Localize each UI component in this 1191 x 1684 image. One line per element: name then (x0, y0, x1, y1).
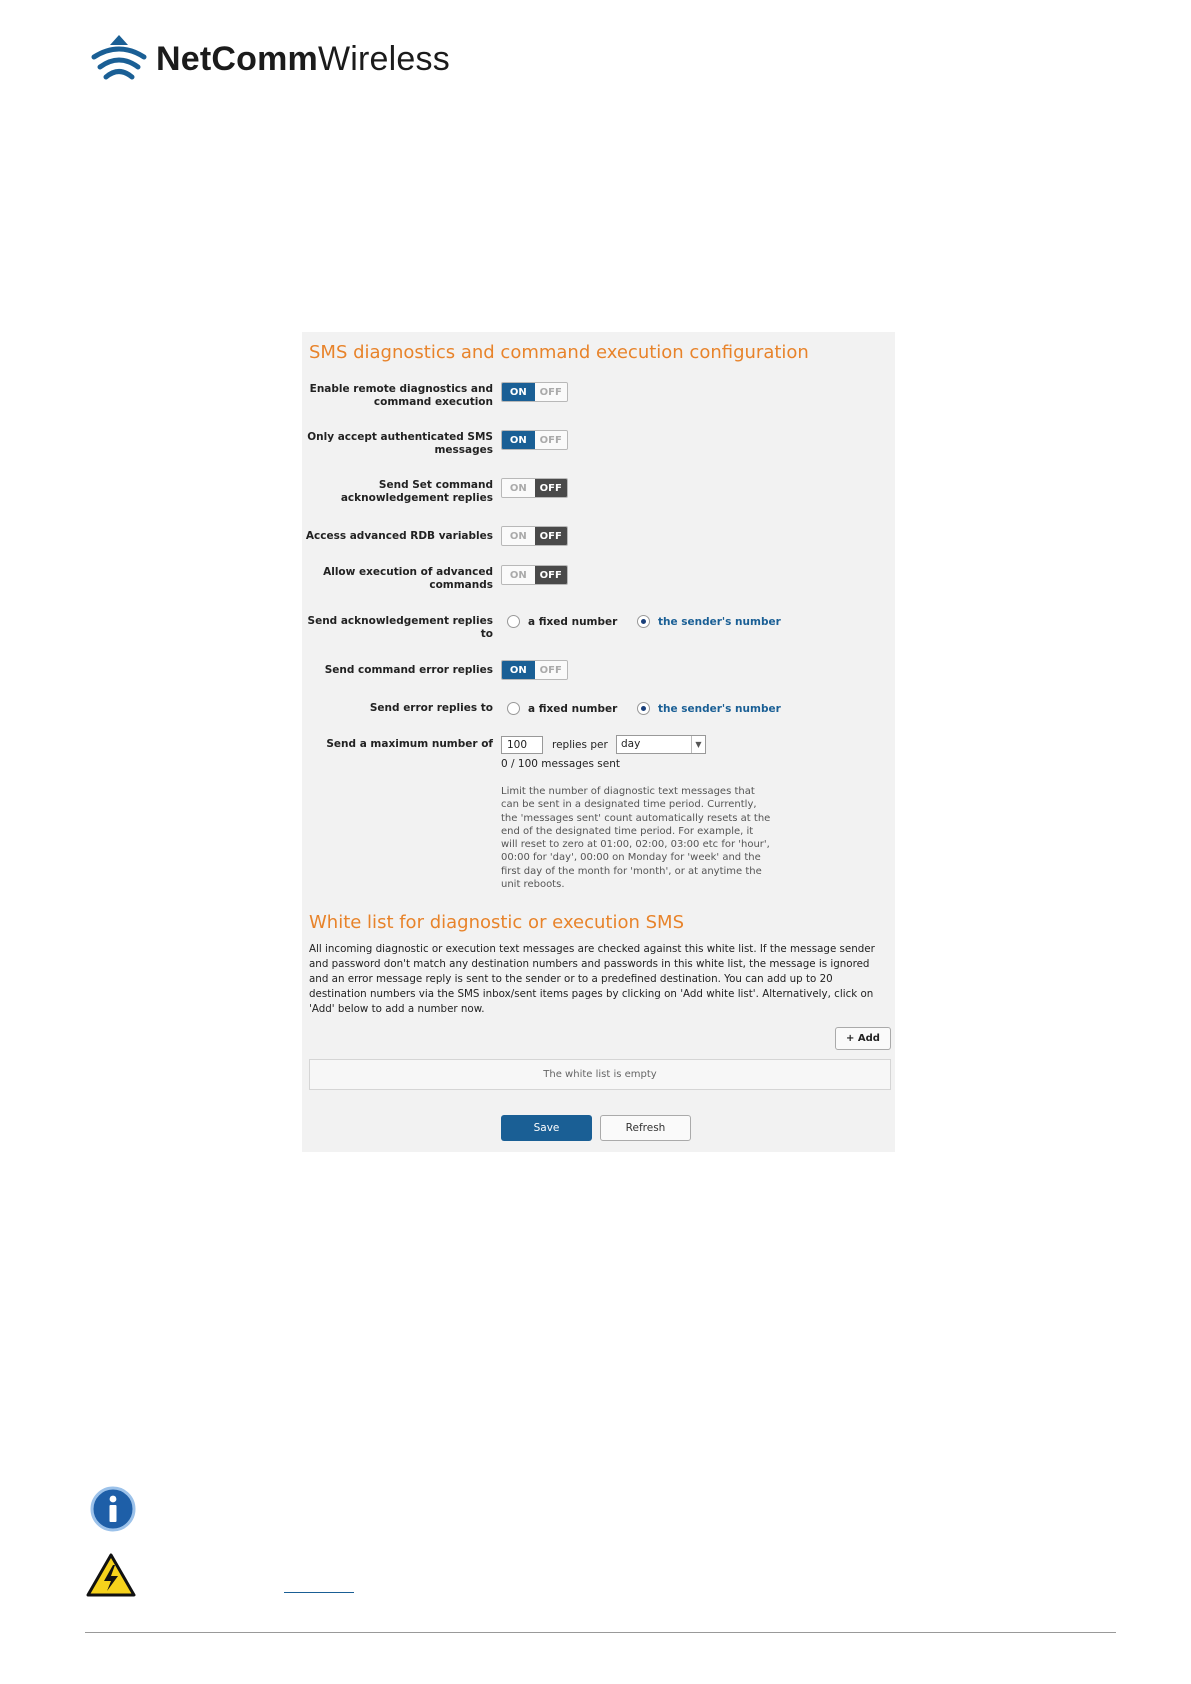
link-underline (284, 1592, 354, 1593)
ack-fixed-radio[interactable] (507, 615, 520, 628)
ack-replies-label: Send acknowledgement replies to (307, 615, 493, 640)
info-icon (90, 1486, 136, 1532)
footer-divider (85, 1632, 1116, 1633)
max-replies-input[interactable]: 100 (501, 736, 543, 754)
replies-per-label: replies per (552, 739, 608, 751)
set-ack-toggle[interactable]: ON OFF (501, 478, 568, 498)
ack-fixed-label: a fixed number (528, 616, 618, 628)
error-fixed-radio[interactable] (507, 702, 520, 715)
setting-label: Send Set command acknowledgement replies (340, 479, 493, 504)
error-replies-label: Send error replies to (369, 702, 493, 714)
error-fixed-label: a fixed number (528, 703, 618, 715)
messages-sent-count: 0 / 100 messages sent (501, 758, 620, 770)
setting-label: Allow execution of advanced commands (323, 566, 493, 591)
period-value: day (621, 738, 641, 750)
remote-diagnostics-toggle[interactable]: ON OFF (501, 382, 568, 402)
error-sender-label: the sender's number (658, 703, 781, 715)
error-replies-toggle[interactable]: ON OFF (501, 660, 568, 680)
max-replies-help: Limit the number of diagnostic text messages that can be sent in a designated time period. Currently, the 'messages sent' count automatically resets at the end of the designated time period. For example, it will reset to zero at 01:00, 02:00, 03:00 etc for 'hour', 00:00 for 'day', 00:00 on Monday for 'week' and the first day of the month for 'month', or at anytime the unit reboots. (501, 786, 771, 891)
ack-sender-radio[interactable] (637, 615, 650, 628)
sms-config-panel (302, 332, 895, 1152)
ack-sender-label: the sender's number (658, 616, 781, 628)
period-select[interactable] (616, 735, 706, 754)
setting-label: Only accept authenticated SMS messages (307, 431, 493, 456)
whitelist-empty: The white list is empty (309, 1059, 891, 1090)
netcomm-logo (90, 33, 450, 85)
rdb-variables-toggle[interactable]: ON OFF (501, 526, 568, 546)
advanced-commands-toggle[interactable]: ON OFF (501, 565, 568, 585)
save-button[interactable]: Save (501, 1115, 592, 1141)
chevron-down-icon: ▼ (691, 736, 705, 753)
authenticated-sms-toggle[interactable]: ON OFF (501, 430, 568, 450)
add-whitelist-button[interactable]: + Add (835, 1027, 891, 1050)
warning-icon (86, 1553, 136, 1597)
brand-name: NetCommWireless (156, 39, 450, 78)
config-title: SMS diagnostics and command execution configuration (309, 342, 809, 363)
whitelist-description: All incoming diagnostic or execution text messages are checked against this white list. If the message sender and password don't match any destination numbers and passwords in this white list, the message is ignored and an error message reply is sent to the sender or to a predefined destination. You can add up to 20 destination numbers via the SMS inbox/sent items pages by clicking on 'Add white list'. Alternatively, click on 'Add' below to add a number now. (309, 943, 875, 1015)
wifi-logo-icon (90, 33, 148, 85)
setting-label: Access advanced RDB variables (305, 530, 493, 542)
refresh-button[interactable]: Refresh (600, 1115, 691, 1141)
error-sender-radio[interactable] (637, 702, 650, 715)
whitelist-title: White list for diagnostic or execution SMS (309, 912, 685, 933)
max-replies-label: Send a maximum number of (326, 738, 493, 750)
setting-label: Send command error replies (324, 664, 493, 676)
setting-label: Enable remote diagnostics and command execution (309, 383, 493, 408)
